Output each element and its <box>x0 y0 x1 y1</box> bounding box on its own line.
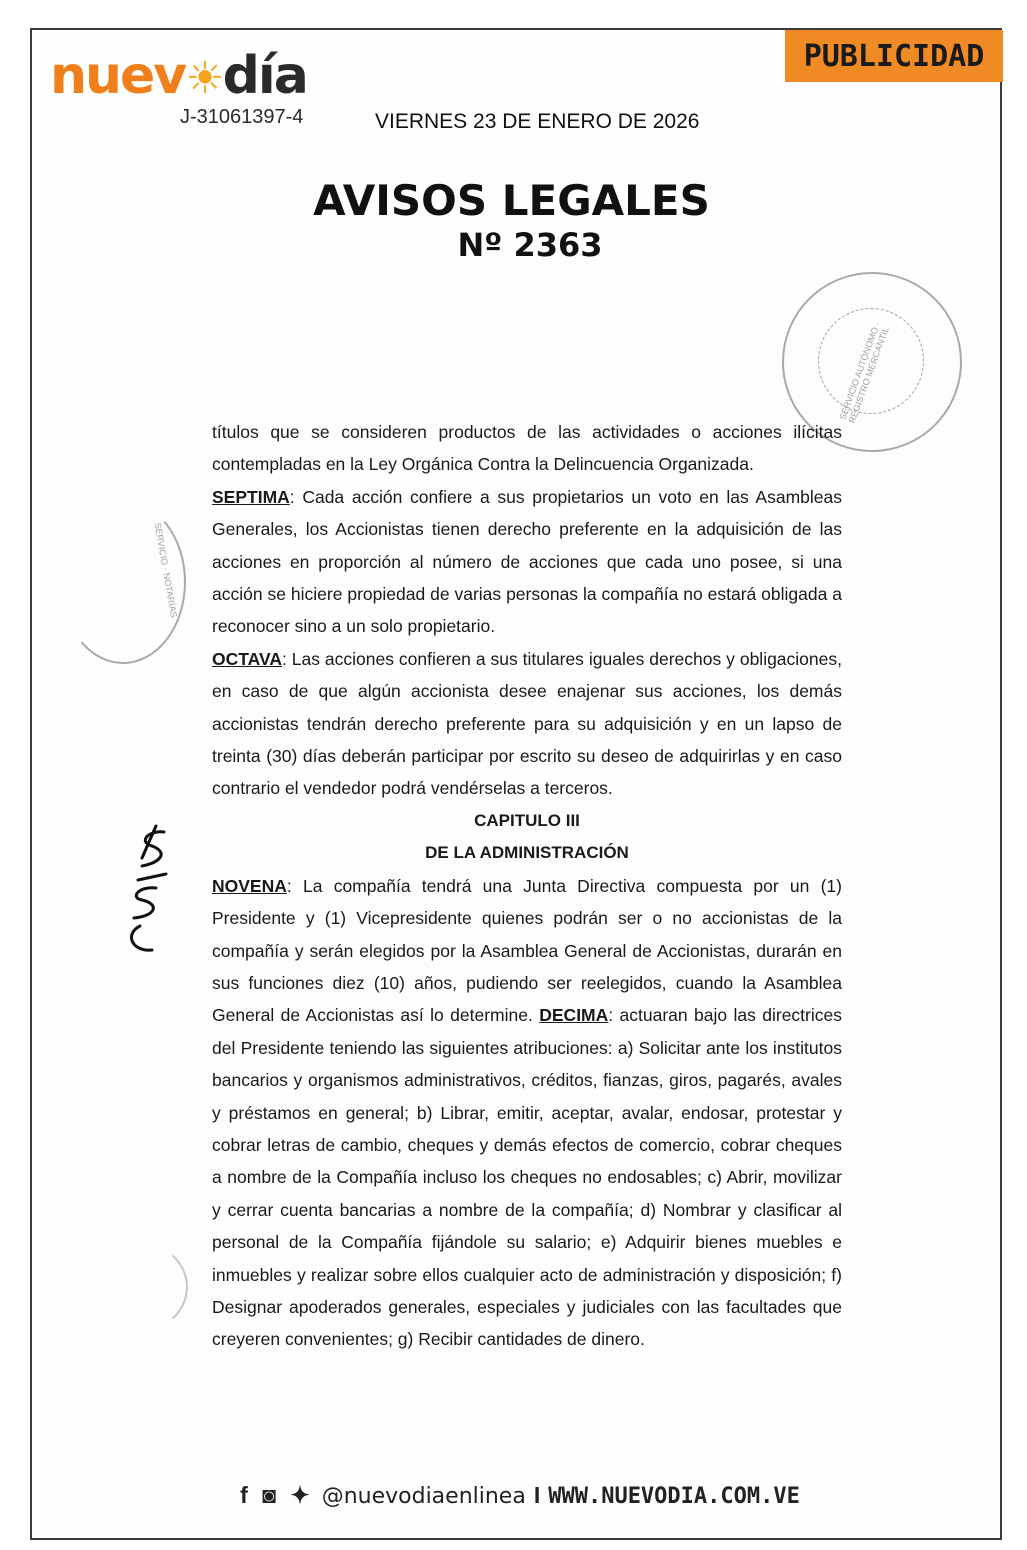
seal-text: SERVICIO AUTÓNOMO · REGISTRO MERCANTIL <box>837 320 891 425</box>
clause-label-octava: OCTAVA <box>212 648 282 669</box>
footer-bar <box>0 1482 1027 1509</box>
social-handle[interactable]: @nuevodiaenlinea <box>321 1484 526 1509</box>
rif-number: J-31061397-4 <box>180 106 304 128</box>
chapter-subheading: DE LA ADMINISTRACIÓN <box>425 843 629 863</box>
sun-icon: ☀ <box>185 53 223 104</box>
clause-label-septima: SEPTIMA <box>212 486 290 507</box>
publication-date: VIERNES 23 DE ENERO DE 2026 <box>375 110 700 133</box>
clause-text-decima: : actuaran bajo las directrices del Presidente teniendo las siguientes atribuciones: a) Solicitar ante los institutos bancarios y organismos administrativos, créditos, fianzas, giros, pagarés, avales y préstamos en general; b) Librar, emitir, aceptar, avalar, endosar, protestar y cobrar letras de cambio, cheques y demás efectos de comercio, cobrar cheques a nombre de la Compañía incluso los cheques no endosables; c) Abrir, movilizar y cerrar cuenta bancarias a nombre de la compañía; d) Nombrar y clasificar al personal de la Compañía fijándole su salario; e) Adquirir bienes muebles e inmuebles y realizar sobre ellos cualquier acto de administración y disposición; f) Designar apoderados generales, especiales y judiciales con las facultades que creyeren convenientes; g) Recibir cantidades de dinero. <box>212 1005 842 1350</box>
seal-text: SERVICIO · NOTARÍAS <box>152 521 180 619</box>
logo-text-nuev: nuev <box>50 46 186 106</box>
clause-label-novena: NOVENA <box>212 875 287 896</box>
issue-number: Nº 2363 <box>457 226 603 264</box>
brand-logo <box>50 48 307 107</box>
clause-text-octava: : Las acciones confieren a sus titulares iguales derechos y obligaciones, en caso de que algún accionista desee enajenar sus acciones, los demás accionistas tendrán derecho preferente para su adquisición y en un lapso de treinta (30) días deberán participar por escrito su deseo de adquirirlas y en caso contrario el vendedor podrá vendérselas a terceros. <box>212 648 842 799</box>
paragraph-intro: títulos que se consideren productos de las actividades o acciones ilícitas contempladas en la Ley Orgánica Contra la Delincuencia Organizada. <box>212 422 842 475</box>
notary-seal-stamp <box>60 500 186 664</box>
paragraph-octava <box>212 643 842 805</box>
footer-separator: I <box>533 1482 541 1508</box>
clause-text-septima: : Cada acción confiere a sus propietarios un voto en las Asambleas Generales, los Accionistas tienen derecho preferente en la adquisición de las acciones en proporción al número de acciones que cada uno posee, si una acción se hiciere propiedad de varias personas la compañía no estará obligada a reconocer sino a un solo propietario. <box>212 486 842 637</box>
chapter-heading: CAPITULO III <box>474 810 580 830</box>
clause-label-decima: DECIMA <box>539 1005 609 1026</box>
handwritten-signature <box>112 822 182 962</box>
website-link[interactable]: WWW.NUEVODIA.COM.VE <box>548 1484 800 1509</box>
page-title: AVISOS LEGALES <box>313 176 710 225</box>
publicidad-badge: PUBLICIDAD <box>785 30 1003 82</box>
paragraph-novena <box>212 870 842 1356</box>
faded-seal-stamp <box>80 1240 188 1334</box>
clause-text-novena: : La compañía tendrá una Junta Directiva compuesta por un (1) Presidente y (1) Vicepresidente quienes podrán ser o no accionistas de la compañía y serán elegidos por la Asamblea General de Accionistas, durarán en sus funciones diez (10) años, pudiendo ser reelegidos, cuando la Asamblea General de Accionistas así lo determine. <box>212 875 842 1026</box>
social-icons[interactable]: f ◙ ✦ <box>240 1482 314 1508</box>
legal-notice-body <box>212 416 842 1356</box>
paragraph-septima <box>212 481 842 643</box>
logo-text-dia: día <box>222 46 307 106</box>
